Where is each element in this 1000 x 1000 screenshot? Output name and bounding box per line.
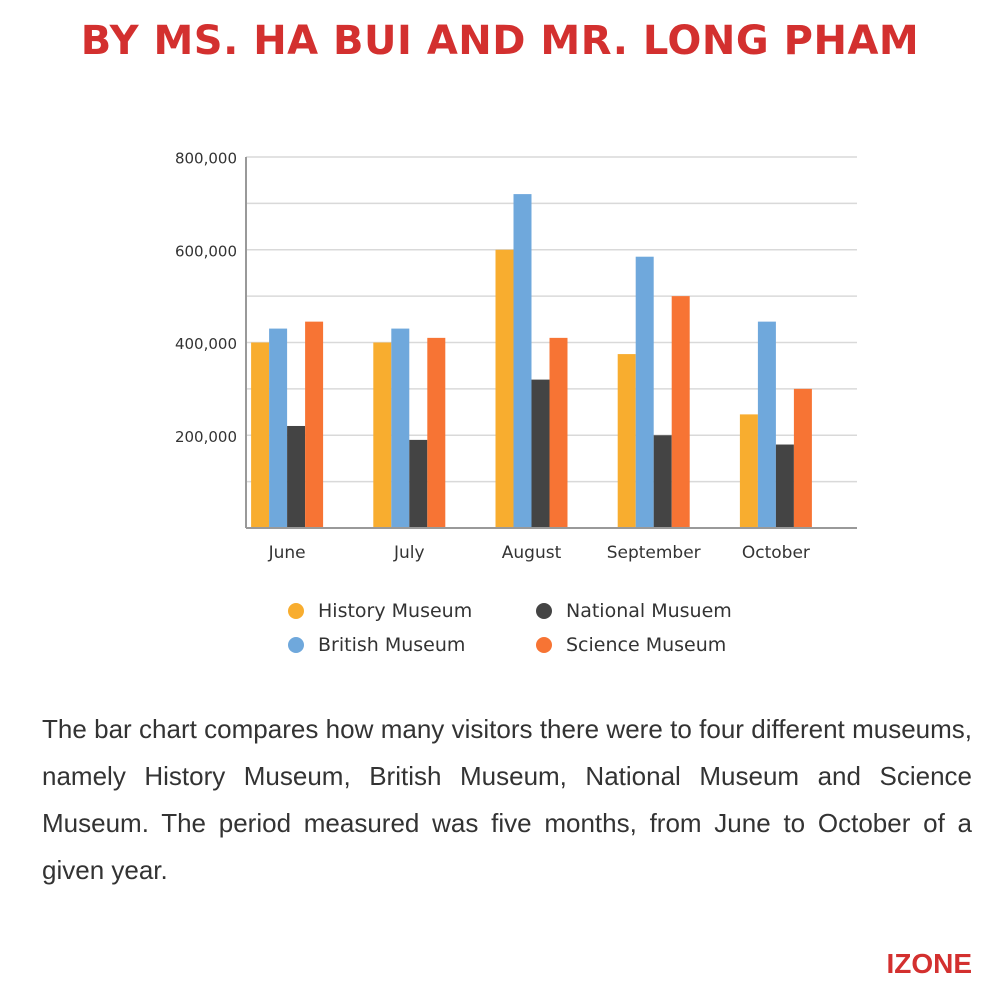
legend-item-science <box>536 634 796 656</box>
bar-british-museum <box>636 257 654 528</box>
y-tick-label: 200,000 <box>174 427 237 446</box>
bar-science-museum <box>427 338 445 528</box>
y-tick-label: 800,000 <box>174 149 237 168</box>
legend-label: British Museum <box>318 634 466 656</box>
x-tick-label: September <box>606 543 701 563</box>
bar-national-musuem <box>654 435 672 528</box>
bar-history-museum <box>496 250 514 528</box>
bar-national-musuem <box>287 426 305 528</box>
page-title: BY MS. HA BUI AND MR. LONG PHAM <box>80 18 920 64</box>
legend-dot-icon <box>536 637 552 653</box>
legend-dot-icon <box>536 603 552 619</box>
bar-history-museum <box>251 343 269 529</box>
bar-science-museum <box>794 389 812 528</box>
bar-science-museum <box>305 322 323 528</box>
legend-label: National Musuem <box>566 600 732 622</box>
legend-item-national <box>536 600 796 622</box>
legend-dot-icon <box>288 603 304 619</box>
legend-dot-icon <box>288 637 304 653</box>
legend-label: Science Museum <box>566 634 727 656</box>
bar-british-museum <box>391 329 409 528</box>
x-tick-label: October <box>741 543 810 563</box>
y-tick-label: 400,000 <box>174 335 237 353</box>
bar-science-museum <box>550 338 568 528</box>
x-tick-label: June <box>268 543 306 563</box>
description-paragraph: The bar chart compares how many visitors there were to four different museums, namely History Museum, British Museum, National Museum and Science Museum. The period measured was five months, from June to October of a given year. <box>42 714 972 885</box>
y-tick-label: 600,000 <box>174 242 237 261</box>
bar-science-museum <box>672 296 690 528</box>
bar-national-musuem <box>532 380 550 528</box>
bar-british-museum <box>269 329 287 528</box>
x-tick-label: August <box>501 543 562 563</box>
x-tick-label: July <box>394 543 425 563</box>
bar-national-musuem <box>776 445 794 528</box>
legend-label: History Museum <box>318 600 473 622</box>
bar-history-museum <box>740 414 758 528</box>
legend-item-british <box>288 634 536 656</box>
bar-history-museum <box>618 354 636 528</box>
legend-item-history <box>288 600 536 622</box>
bar-british-museum <box>758 322 776 528</box>
brand-logo: IZONE <box>886 948 972 979</box>
bar-national-musuem <box>409 440 427 528</box>
chart-legend <box>288 600 808 656</box>
bar-british-museum <box>514 194 532 528</box>
bar-history-museum <box>373 343 391 529</box>
